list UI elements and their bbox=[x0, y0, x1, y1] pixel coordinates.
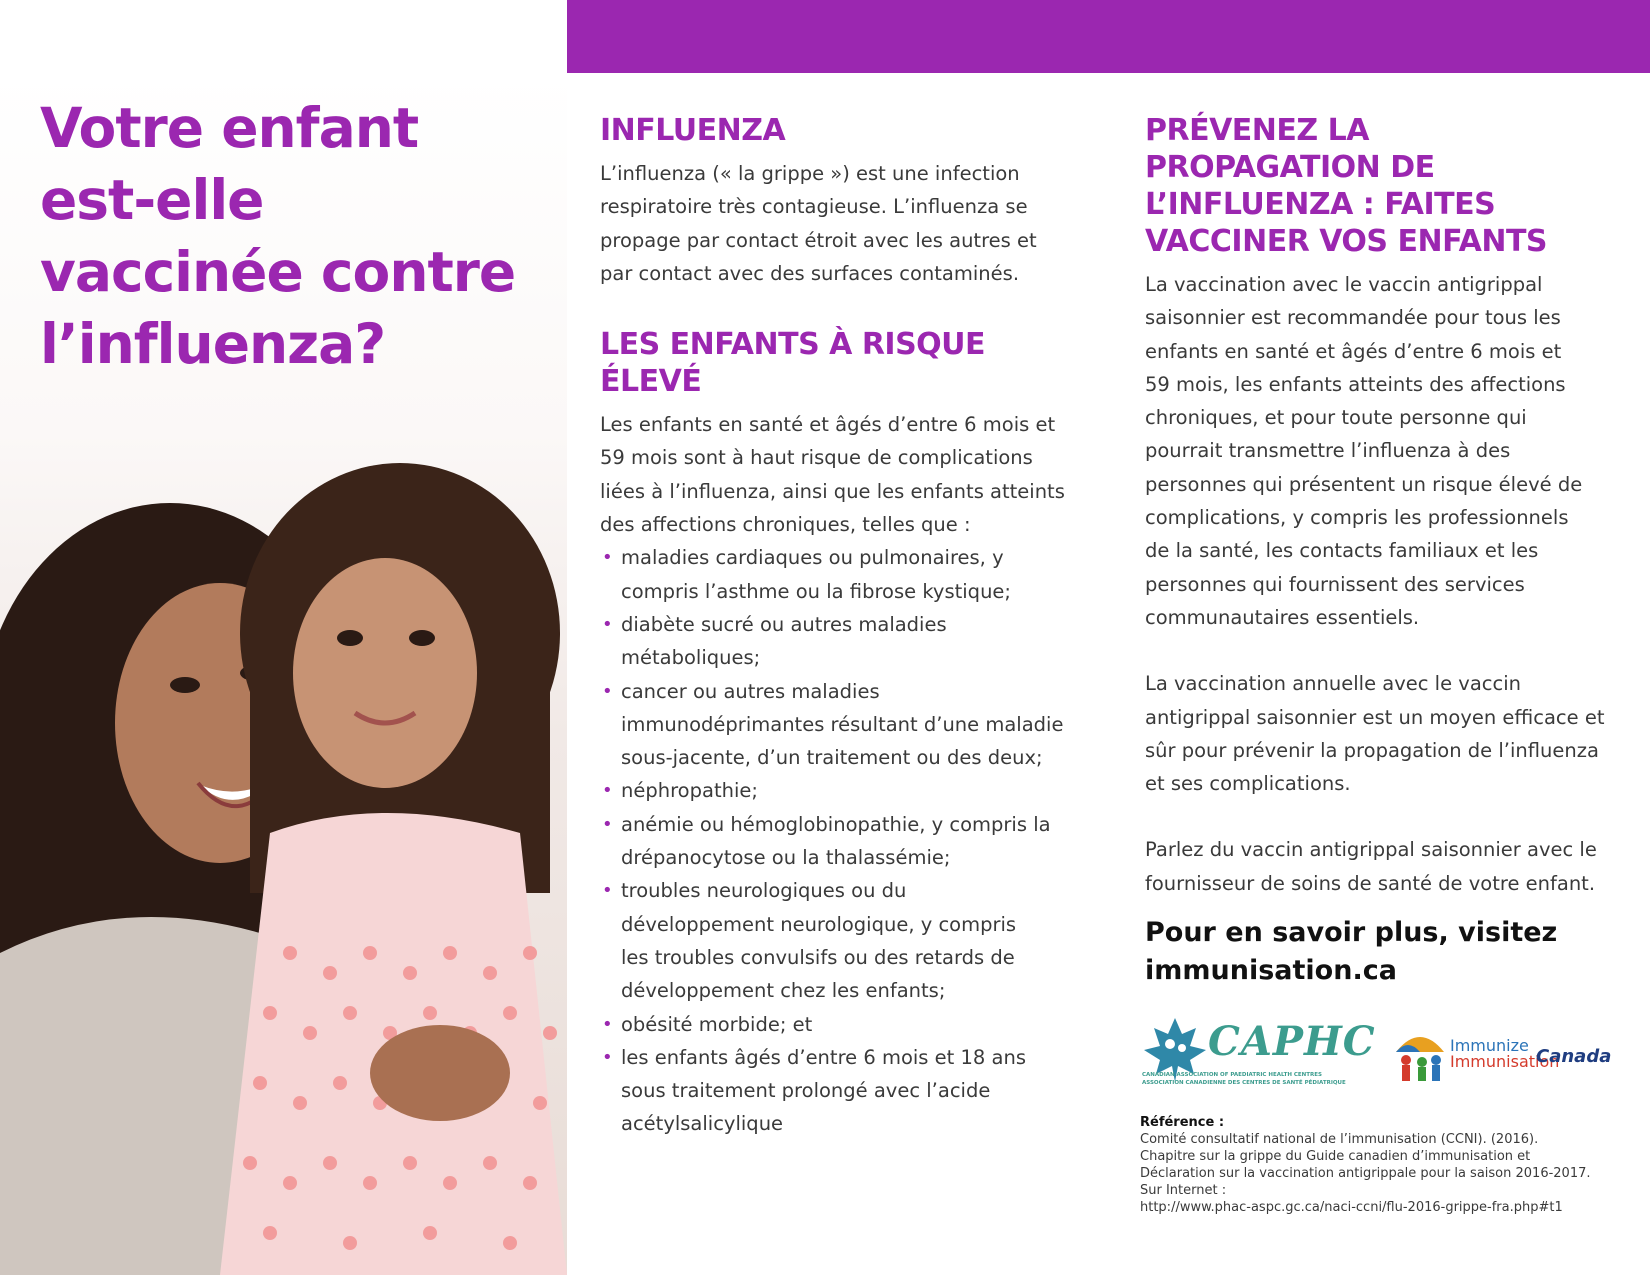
list-item bbox=[600, 675, 1090, 775]
list-item bbox=[600, 874, 1090, 1007]
text-line: chroniques, et pour toute personne qui bbox=[1145, 406, 1527, 430]
list-item bbox=[600, 1008, 1090, 1041]
text-line: Sur Internet : bbox=[1140, 1183, 1227, 1198]
risk-intro-paragraph bbox=[600, 408, 1090, 541]
text-line: communautaires essentiels. bbox=[1145, 605, 1420, 629]
visit-website-callout bbox=[1145, 914, 1635, 990]
heading-line: ÉLEVÉ bbox=[600, 364, 702, 400]
prevent-heading bbox=[1145, 112, 1635, 260]
website-link[interactable]: immunisation.ca bbox=[1145, 955, 1397, 987]
text-line: Parlez du vaccin antigrippal saisonnier avec le bbox=[1145, 838, 1597, 862]
text-line: fournisseur de soins de santé de votre enfant. bbox=[1145, 871, 1596, 895]
text-line: anémie ou hémoglobinopathie, y compris la bbox=[621, 812, 1051, 836]
text-line: et ses complications. bbox=[1145, 772, 1351, 796]
heading-line: L’INFLUENZA : FAITES bbox=[1145, 187, 1496, 222]
text-line: Comité consultatif national de l’immunisation (CCNI). (2016). bbox=[1140, 1132, 1539, 1147]
text-line: La vaccination annuelle avec le vaccin bbox=[1145, 672, 1522, 696]
text-line: maladies cardiaques ou pulmonaires, y bbox=[621, 546, 1004, 570]
text-line: respiratoire très contagieuse. L’influenza se bbox=[600, 195, 1028, 219]
reference-block bbox=[1140, 1114, 1640, 1216]
list-item bbox=[600, 541, 1090, 608]
text-line: saisonnier est recommandée pour tous les bbox=[1145, 306, 1561, 330]
bullet-icon: • bbox=[602, 780, 613, 802]
bullet-icon: • bbox=[602, 1013, 613, 1035]
text-line: 59 mois, les enfants atteints des affections bbox=[1145, 372, 1566, 396]
heading-line: VACCINER VOS ENFANTS bbox=[1145, 224, 1548, 259]
text-line: drépanocytose ou la thalassémie; bbox=[621, 846, 951, 870]
text-line: liées à l’influenza, ainsi que les enfants atteints bbox=[600, 479, 1065, 503]
text-line: La vaccination avec le vaccin antigrippal bbox=[1145, 273, 1543, 296]
bullet-icon: • bbox=[602, 880, 613, 902]
text-line: acétylsalicylique bbox=[621, 1112, 784, 1136]
text-line: personnes qui présentent un risque élevé de bbox=[1145, 472, 1583, 496]
text-line: des affections chroniques, telles que : bbox=[600, 513, 971, 537]
bullet-icon: • bbox=[602, 613, 613, 635]
heading-line: LES ENFANTS À RISQUE bbox=[600, 327, 986, 363]
text-line: sous traitement prolongé avec l’acide bbox=[621, 1079, 991, 1103]
list-item bbox=[600, 608, 1090, 675]
text-line: obésité morbide; et bbox=[621, 1012, 813, 1036]
text-line: néphropathie; bbox=[621, 779, 758, 803]
heading-line: PROPAGATION DE bbox=[1145, 150, 1435, 185]
prevent-paragraph-2 bbox=[1145, 667, 1635, 800]
text-line: les enfants âgés d’entre 6 mois et 18 ans bbox=[621, 1045, 1026, 1069]
text-line: Déclaration sur la vaccination antigrippale pour la saison 2016-2017. bbox=[1140, 1166, 1591, 1181]
canada-text: Canada bbox=[1536, 1046, 1612, 1067]
column-middle bbox=[600, 112, 1090, 1141]
title-line: vaccinée contre bbox=[40, 240, 516, 304]
prevent-paragraph-1 bbox=[1145, 268, 1635, 634]
title-line: est-elle bbox=[40, 168, 264, 232]
text-line: enfants en santé et âgés d’entre 6 mois et bbox=[1145, 339, 1562, 363]
text-line: de la santé, les contacts familiaux et les bbox=[1145, 539, 1539, 563]
text-line: personnes qui fournissent des services bbox=[1145, 572, 1525, 596]
influenza-paragraph bbox=[600, 157, 1090, 290]
top-color-bar bbox=[567, 0, 1650, 73]
immunize-text: Immunize bbox=[1450, 1036, 1529, 1055]
influenza-heading bbox=[600, 112, 1090, 149]
title-line: Votre enfant bbox=[40, 96, 419, 160]
text-line: L’influenza (« la grippe ») est une infection bbox=[600, 162, 1020, 185]
heading-line: INFLUENZA bbox=[600, 113, 786, 148]
reference-url-link[interactable]: http://www.phac-aspc.gc.ca/naci-ccni/flu-2016-grippe-fra.php#t1 bbox=[1140, 1200, 1563, 1215]
text-line: complications, y compris les professionnels bbox=[1145, 506, 1569, 530]
caphc-logo bbox=[1140, 1010, 1376, 1090]
caphc-wordmark: CAPHC bbox=[1208, 1018, 1376, 1065]
text-line: par contact avec des surfaces contaminés. bbox=[600, 261, 1020, 285]
text-line: Pour en savoir plus, visitez bbox=[1145, 917, 1558, 949]
bullet-icon: • bbox=[602, 680, 613, 702]
bullet-icon: • bbox=[602, 1046, 613, 1068]
title-line: l’influenza? bbox=[40, 312, 386, 376]
prevent-paragraph-3 bbox=[1145, 833, 1635, 900]
risk-heading bbox=[600, 326, 1090, 400]
bullet-icon: • bbox=[602, 547, 613, 569]
immunize-canada-logo bbox=[1392, 1028, 1612, 1088]
bullet-icon: • bbox=[602, 813, 613, 835]
list-item bbox=[600, 808, 1090, 875]
text-line: compris l’asthme ou la fibrose kystique; bbox=[621, 579, 1011, 603]
text-line: troubles neurologiques ou du bbox=[621, 879, 907, 903]
text-line: Les enfants en santé et âgés d’entre 6 mois et bbox=[600, 413, 1056, 437]
text-line: métaboliques; bbox=[621, 646, 761, 670]
text-line: sûr pour prévenir la propagation de l’influenza bbox=[1145, 738, 1599, 762]
reference-title: Référence : bbox=[1140, 1115, 1225, 1130]
text-line: les troubles convulsifs ou des retards de bbox=[621, 945, 1015, 969]
text-line: antigrippal saisonnier est un moyen efficace et bbox=[1145, 705, 1605, 729]
text-line: développement chez les enfants; bbox=[621, 979, 946, 1003]
text-line: développement neurologique, y compris bbox=[621, 912, 1017, 936]
list-item bbox=[600, 1041, 1090, 1141]
text-line: propage par contact étroit avec les autres et bbox=[600, 228, 1037, 252]
text-line: cancer ou autres maladies bbox=[621, 679, 880, 703]
text-line: diabète sucré ou autres maladies bbox=[621, 612, 947, 636]
text-line: sous-jacente, d’un traitement ou des deux; bbox=[621, 746, 1043, 770]
umbrella-people-icon bbox=[1392, 1028, 1448, 1084]
text-line: Chapitre sur la grippe du Guide canadien d’immunisation et bbox=[1140, 1149, 1531, 1164]
column-right bbox=[1145, 112, 1635, 990]
immunisation-text: Immunisation bbox=[1450, 1052, 1560, 1071]
text-line: 59 mois sont à haut risque de complications bbox=[600, 446, 1033, 470]
caphc-subtitle-en: CANADIAN ASSOCIATION OF PAEDIATRIC HEALTH CENTRES bbox=[1142, 1072, 1322, 1078]
text-line: pourrait transmettre l’influenza à des bbox=[1145, 439, 1511, 463]
heading-line: PRÉVENEZ LA bbox=[1145, 113, 1369, 148]
text-line: immunodéprimantes résultant d’une maladie bbox=[621, 712, 1064, 736]
partner-logos bbox=[1140, 1010, 1620, 1110]
risk-bullet-list bbox=[600, 541, 1090, 1140]
caphc-subtitle-fr: ASSOCIATION CANADIENNE DES CENTRES DE SANTÉ PÉDIATRIQUE bbox=[1142, 1080, 1346, 1086]
main-title bbox=[40, 92, 560, 380]
list-item bbox=[600, 774, 1090, 807]
